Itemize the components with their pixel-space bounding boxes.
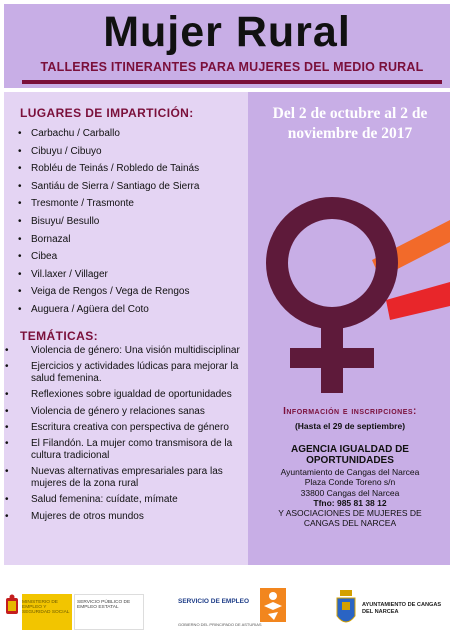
list-item: • Ejercicios y actividades lúdicas para mejorar la salud femenina. — [18, 361, 250, 385]
female-ring — [277, 208, 387, 318]
list-item: • Salud femenina: cuídate, mímate — [18, 494, 250, 506]
list-item: • Mujeres de otros mundos — [18, 511, 250, 523]
tematicas-list — [18, 345, 250, 527]
servicio-empleo-logo-icon — [260, 588, 286, 622]
female-crossbar — [290, 348, 374, 368]
list-item: • Carbachu / Carballo — [18, 125, 244, 143]
poster-title: Mujer Rural — [103, 8, 351, 56]
list-item: • Violencia de género: Una visión multidisciplinar — [18, 345, 250, 357]
contact-line: 33800 Cangas del Narcea — [300, 487, 400, 498]
list-item: • Tresmonte / Trasmonte — [18, 195, 244, 213]
list-item: • Veiga de Rengos / Vega de Rengos — [18, 283, 244, 301]
ministry-logo — [4, 588, 144, 628]
lugares-list — [18, 125, 244, 319]
list-item: • El Filandón. La mujer como transmisora de la cultura tradicional — [18, 438, 250, 462]
red-arrow-icon — [386, 282, 450, 320]
contact-line: Plaza Conde Toreno s/n — [304, 477, 396, 488]
footer-logos — [4, 582, 450, 638]
agency-name: AGENCIA IGUALDAD DE OPORTUNIDADES — [291, 444, 409, 466]
list-item: • Escritura creativa con perspectiva de género — [18, 422, 250, 434]
female-symbol-icon — [250, 168, 450, 403]
list-item: • Cibuyu / Cibuyo — [18, 143, 244, 161]
subtitle-bar — [22, 60, 442, 86]
list-item: • Bornazal — [18, 231, 244, 249]
contact-line: Y ASOCIACIONES DE MUJERES DE — [278, 508, 422, 519]
subtitle-underline — [22, 80, 442, 84]
contact-line: CANGAS DEL NARCEA — [303, 518, 397, 529]
info-deadline: (Hasta el 29 de septiembre) — [294, 421, 406, 431]
list-item: • Violencia de género y relaciones sanas — [18, 406, 250, 418]
contact-block — [252, 467, 448, 529]
list-item: • Auguera / Agüera del Coto — [18, 301, 244, 319]
list-item: • Robléu de Teinás / Robledo de Tainás — [18, 160, 244, 178]
ministry-name: MINISTERIO DE EMPLEO Y SEGURIDAD SOCIAL — [22, 600, 70, 616]
sepe-name: SERVICIO PÚBLICO DE EMPLEO ESTATAL — [77, 600, 131, 611]
list-item: • Cibea — [18, 248, 244, 266]
header-band — [4, 4, 450, 88]
poster-subtitle: TALLERES ITINERANTES PARA MUJERES DEL MEDIO RURAL — [40, 60, 424, 74]
contact-phone: Tfno: 985 81 38 12 — [313, 497, 387, 508]
servicio-empleo-sub: GOBIERNO DEL PRINCIPADO DE ASTURIAS — [178, 622, 262, 627]
list-item: • Nuevas alternativas empresariales para las mujeres de la zona rural — [18, 466, 250, 490]
ayuntamiento-name: AYUNTAMIENTO DE CANGAS DEL NARCEA — [362, 602, 442, 615]
spain-coat-of-arms-icon — [4, 594, 20, 620]
contact-line: Ayuntamiento de Cangas del Narcea — [280, 467, 420, 477]
lugares-title: LUGARES DE IMPARTICIÓN: — [20, 106, 194, 120]
servicio-empleo-label: SERVICIO DE EMPLEO — [178, 598, 250, 605]
list-item: • Reflexiones sobre igualdad de oportunidades — [18, 389, 250, 401]
info-title: Información e inscripciones: — [283, 406, 417, 417]
list-item: • Bisuyu/ Besullo — [18, 213, 244, 231]
cangas-coat-of-arms-icon — [336, 590, 356, 630]
list-item: • Vil.laxer / Villager — [18, 266, 244, 284]
left-panel — [4, 92, 248, 565]
event-dates: Del 2 de octubre al 2 de noviembre de 2017 — [272, 105, 428, 142]
list-item: • Santiáu de Sierra / Santiago de Sierra — [18, 178, 244, 196]
tematicas-title: TEMÁTICAS: — [20, 329, 98, 343]
